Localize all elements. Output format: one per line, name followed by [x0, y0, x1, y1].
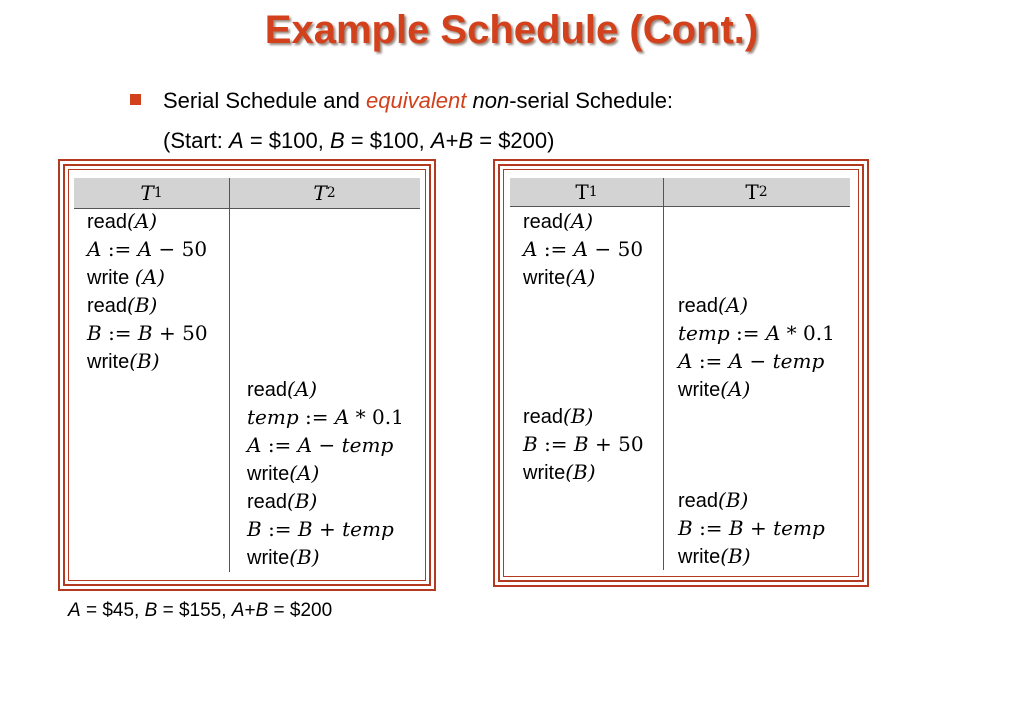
- serial-t2-op: [247, 543, 320, 572]
- op-token: :=: [544, 432, 568, 456]
- serial-header-t2: [229, 178, 420, 208]
- op-token: :=: [267, 433, 292, 457]
- op-token: B: [573, 432, 589, 456]
- nonserial-header-t2: [663, 178, 850, 206]
- result-b-val: = $155,: [157, 600, 232, 621]
- op-token: 50: [618, 432, 644, 456]
- op-argument: A: [570, 209, 586, 233]
- op-paren-close: ): [742, 544, 751, 568]
- op-paren-close: ): [740, 488, 749, 512]
- op-paren-open: (: [718, 293, 726, 317]
- op-token: :=: [736, 321, 760, 345]
- nonserial-t2-op: [678, 542, 751, 571]
- serial-t2-op: [247, 459, 319, 488]
- nonserial-t1-op: [523, 235, 643, 263]
- bullet-equivalent: equivalent: [366, 88, 467, 113]
- op-function: write: [523, 462, 566, 484]
- op-paren-open: (: [127, 293, 135, 317]
- op-argument: A: [294, 377, 310, 401]
- nonserial-column-divider: [663, 178, 664, 570]
- op-function: write: [247, 547, 290, 569]
- op-token: +: [318, 517, 336, 541]
- op-token: :=: [108, 321, 132, 345]
- serial-t2-op: [247, 431, 393, 459]
- op-paren-open: (: [563, 404, 571, 428]
- nonserial-t2-op: [678, 347, 824, 375]
- op-paren-close: ): [311, 461, 320, 485]
- op-token: 50: [182, 321, 208, 345]
- op-paren-open: (: [127, 209, 135, 233]
- op-token: B: [87, 321, 102, 345]
- op-token: A: [247, 433, 262, 457]
- op-token: temp: [247, 405, 299, 429]
- nonserial-header-t2-label: T: [745, 180, 759, 204]
- op-paren-open: (: [720, 377, 729, 401]
- start-ab-val: = $200): [473, 128, 555, 153]
- serial-header-t2-sub: 2: [326, 185, 336, 201]
- serial-t2-op: [247, 403, 404, 431]
- serial-t2-op: [247, 487, 317, 516]
- op-paren-open: (: [289, 461, 298, 485]
- nonserial-t1-op: [523, 263, 595, 292]
- op-paren-open: (: [565, 265, 574, 289]
- serial-t2-op: [247, 515, 394, 543]
- op-paren-close: ): [585, 404, 594, 428]
- op-function: write: [87, 351, 130, 373]
- nonserial-t2-op: [678, 486, 748, 515]
- op-argument: A: [573, 265, 588, 289]
- result-a-val: = $45,: [80, 600, 145, 621]
- start-values: [163, 128, 554, 154]
- serial-header-t1-sub: 1: [153, 185, 163, 201]
- op-argument: B: [728, 544, 743, 568]
- op-paren-close: ): [151, 349, 160, 373]
- op-token: A: [297, 433, 313, 457]
- op-paren-open: (: [718, 488, 726, 512]
- serial-table-header: [74, 178, 420, 209]
- op-token: 0.1: [803, 321, 835, 345]
- serial-t1-op: [87, 235, 207, 263]
- op-token: B: [247, 517, 262, 541]
- serial-t1-op: [87, 347, 160, 376]
- start-a-var: A: [229, 128, 244, 153]
- op-token: 0.1: [372, 405, 404, 429]
- serial-t1-op: [87, 291, 157, 320]
- op-token: temp: [678, 321, 730, 345]
- serial-header-t2-label: T: [313, 181, 327, 205]
- op-paren-open: (: [129, 349, 138, 373]
- serial-header-t1: [74, 178, 229, 208]
- serial-t1-op: [87, 319, 208, 347]
- start-a-val: = $100,: [243, 128, 330, 153]
- op-token: A: [728, 349, 744, 373]
- op-paren-close: ): [585, 209, 594, 233]
- op-token: :=: [107, 237, 132, 261]
- nonserial-header-t1-sub: 1: [588, 184, 598, 200]
- op-token: B: [523, 432, 538, 456]
- serial-header-t1-label: T: [140, 181, 154, 205]
- nonserial-t2-op: [678, 291, 748, 320]
- nonserial-t2-op: [678, 514, 825, 542]
- op-token: :=: [305, 405, 329, 429]
- nonserial-header-t1-label: T: [575, 180, 589, 204]
- op-token: *: [786, 321, 797, 345]
- op-token: +: [594, 432, 612, 456]
- nonserial-header-t1: [510, 178, 663, 206]
- op-token: temp: [341, 433, 394, 457]
- op-token: A: [137, 237, 153, 261]
- op-paren-open: (: [289, 545, 298, 569]
- op-token: −: [318, 433, 336, 457]
- bullet-line: [130, 88, 673, 114]
- op-token: −: [594, 237, 612, 261]
- op-paren-close: ): [742, 377, 751, 401]
- op-paren-close: ): [311, 545, 320, 569]
- serial-t1-op: [87, 263, 165, 292]
- op-token: B: [728, 516, 744, 540]
- op-paren-close: ): [587, 265, 596, 289]
- op-function: read: [523, 406, 564, 428]
- nonserial-t1-op: [523, 458, 596, 487]
- op-argument: A: [142, 265, 158, 289]
- op-argument: B: [297, 545, 312, 569]
- op-function: read: [247, 491, 288, 513]
- result-values: [68, 600, 332, 622]
- nonserial-schedule-panel: [498, 164, 864, 582]
- serial-t1-op: [87, 207, 157, 236]
- op-function: write: [678, 379, 721, 401]
- nonserial-t2-op: [678, 375, 750, 404]
- op-function: write: [678, 546, 721, 568]
- serial-column-divider: [229, 178, 230, 572]
- result-a-var: A: [68, 600, 81, 621]
- op-paren-open: (: [565, 460, 574, 484]
- op-function: read: [87, 211, 128, 233]
- op-token: B: [678, 516, 693, 540]
- result-plus: +: [244, 600, 256, 621]
- start-b-var: B: [329, 128, 345, 153]
- op-token: A: [678, 349, 693, 373]
- bullet-prefix: Serial Schedule and: [163, 88, 367, 113]
- op-function: read: [678, 295, 719, 317]
- op-function: read: [87, 295, 128, 317]
- start-open: (Start:: [163, 128, 230, 153]
- op-token: :=: [543, 237, 568, 261]
- op-token: :=: [699, 516, 723, 540]
- op-function: read: [678, 490, 719, 512]
- nonserial-header-t2-sub: 2: [758, 184, 768, 200]
- op-token: A: [523, 237, 538, 261]
- result-ab-b: B: [255, 600, 269, 621]
- op-function: write: [87, 267, 135, 289]
- start-b-val: = $100,: [344, 128, 431, 153]
- op-paren-close: ): [157, 265, 165, 289]
- op-paren-close: ): [740, 293, 749, 317]
- op-function: write: [523, 267, 566, 289]
- bullet-suffix: -serial Schedule:: [509, 88, 674, 113]
- op-token: A: [573, 237, 589, 261]
- op-paren-close: ): [149, 209, 158, 233]
- op-argument: A: [725, 293, 741, 317]
- serial-t2-op: [247, 375, 317, 404]
- op-token: B: [137, 321, 153, 345]
- op-function: read: [247, 379, 288, 401]
- op-token: *: [355, 405, 366, 429]
- op-paren-close: ): [309, 377, 318, 401]
- op-token: temp: [342, 517, 394, 541]
- op-token: 50: [617, 237, 644, 261]
- op-argument: B: [573, 460, 588, 484]
- op-argument: B: [570, 404, 586, 428]
- op-token: +: [749, 516, 767, 540]
- op-token: A: [334, 405, 350, 429]
- op-function: write: [247, 463, 290, 485]
- op-argument: B: [294, 489, 310, 513]
- start-plus: +: [445, 128, 459, 153]
- op-argument: A: [728, 377, 743, 401]
- op-paren-open: (: [134, 265, 143, 289]
- op-argument: B: [137, 349, 152, 373]
- op-paren-close: ): [149, 293, 158, 317]
- bullet-square-icon: [130, 94, 141, 105]
- nonserial-t1-op: [523, 430, 644, 458]
- result-ab-a: A: [231, 600, 245, 621]
- bullet-non: non: [472, 88, 510, 113]
- nonserial-t1-op: [523, 402, 593, 431]
- op-token: −: [749, 349, 767, 373]
- op-token: A: [765, 321, 781, 345]
- slide-title: Example Schedule (Cont.): [264, 8, 759, 52]
- op-token: 50: [181, 237, 208, 261]
- op-argument: B: [134, 293, 150, 317]
- nonserial-table-header: [510, 178, 850, 207]
- op-function: read: [523, 211, 564, 233]
- nonserial-t2-op: [678, 319, 835, 347]
- op-argument: B: [725, 488, 741, 512]
- op-paren-open: (: [563, 209, 571, 233]
- op-argument: A: [134, 209, 150, 233]
- result-b-var: B: [144, 600, 158, 621]
- op-paren-open: (: [287, 377, 295, 401]
- op-token: −: [158, 237, 176, 261]
- op-argument: A: [297, 461, 312, 485]
- op-token: :=: [698, 349, 723, 373]
- start-ab-a: A: [430, 128, 446, 153]
- op-token: A: [87, 237, 102, 261]
- op-token: +: [158, 321, 176, 345]
- start-ab-b: B: [458, 128, 474, 153]
- serial-schedule-panel: [63, 164, 431, 586]
- op-token: temp: [772, 349, 825, 373]
- op-token: :=: [268, 517, 292, 541]
- op-paren-close: ): [587, 460, 596, 484]
- result-ab-val: = $200: [268, 600, 333, 621]
- op-paren-close: ): [309, 489, 318, 513]
- op-token: temp: [773, 516, 825, 540]
- op-token: B: [297, 517, 313, 541]
- nonserial-t1-op: [523, 207, 593, 236]
- op-paren-open: (: [720, 544, 729, 568]
- op-paren-open: (: [287, 489, 295, 513]
